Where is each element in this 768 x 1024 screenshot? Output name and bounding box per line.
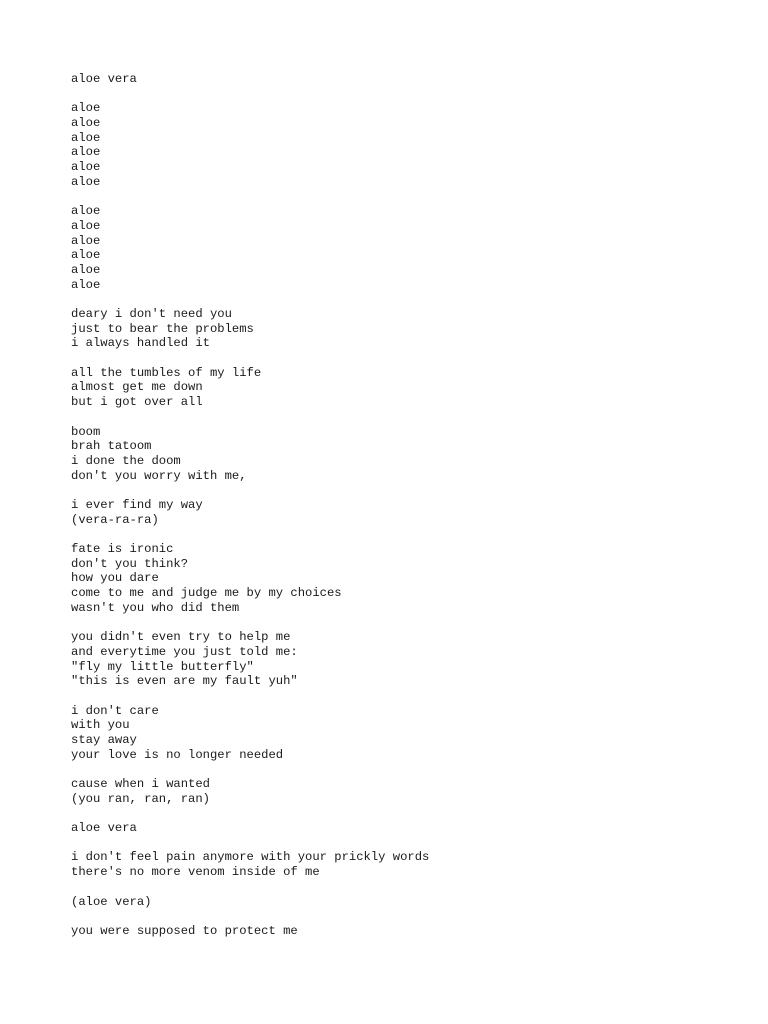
text-line: aloe vera: [71, 72, 137, 86]
text-line: aloe: [71, 218, 101, 233]
stanza: [71, 850, 711, 879]
stanza: [71, 204, 711, 292]
text-line: wasn't you who did them: [71, 600, 240, 615]
text-line: aloe: [71, 116, 101, 131]
text-line: fate is ironic: [71, 542, 174, 556]
text-line: cause when i wanted: [71, 777, 210, 791]
text-line: you didn't even try to help me: [71, 630, 291, 645]
stanza: [71, 307, 711, 351]
text-line: deary i don't need you: [71, 307, 232, 321]
text-line: aloe: [71, 130, 101, 145]
text-line: stay away: [71, 732, 137, 747]
text-line: aloe vera: [71, 821, 137, 836]
text-line: i done the doom: [71, 453, 181, 468]
stanza: [71, 366, 711, 410]
poem-text: [71, 72, 711, 953]
text-line: don't you worry with me,: [71, 468, 247, 483]
text-line: all the tumbles of my life: [71, 365, 262, 380]
text-line: just to bear the problems: [71, 321, 254, 336]
text-line: i always handled it: [71, 336, 210, 351]
text-line: and everytime you just told me:: [71, 644, 298, 659]
text-line: aloe: [71, 160, 101, 175]
text-line: aloe: [71, 204, 101, 219]
stanza: [71, 924, 711, 939]
text-line: brah tatoom: [71, 439, 152, 454]
text-line: don't you think?: [71, 556, 189, 571]
text-line: "fly my little butterfly": [71, 659, 254, 674]
stanza: [71, 704, 711, 763]
text-line: aloe: [71, 262, 101, 277]
text-line: aloe: [71, 277, 101, 292]
text-line: almost get me down: [71, 380, 203, 395]
stanza: [71, 630, 711, 689]
stanza: [71, 425, 711, 484]
text-line: there's no more venom inside of me: [71, 865, 320, 880]
stanza: [71, 101, 711, 189]
text-line: with you: [71, 718, 130, 733]
text-line: i don't care: [71, 703, 159, 718]
stanza: [71, 498, 711, 527]
text-line: i ever find my way: [71, 497, 203, 512]
text-line: "this is even are my fault yuh": [71, 674, 298, 689]
stanza: [71, 542, 711, 615]
text-line: how you dare: [71, 571, 159, 586]
stanza: [71, 72, 711, 87]
text-line: your love is no longer needed: [71, 747, 284, 762]
text-line: you were supposed to protect me: [71, 923, 298, 938]
text-line: (aloe vera): [71, 894, 152, 909]
text-line: (you ran, ran, ran): [71, 791, 210, 806]
text-line: aloe: [71, 145, 101, 160]
text-line: aloe: [71, 248, 101, 263]
text-line: aloe: [71, 233, 101, 248]
stanza: [71, 821, 711, 836]
text-line: but i got over all: [71, 395, 203, 410]
stanza: [71, 895, 711, 910]
stanza: [71, 777, 711, 806]
text-line: aloe: [71, 101, 101, 116]
text-line: i don't feel pain anymore with your prickly words: [71, 850, 430, 865]
text-line: come to me and judge me by my choices: [71, 586, 342, 601]
text-line: aloe: [71, 174, 101, 189]
text-line: boom: [71, 424, 101, 439]
text-line: (vera-ra-ra): [71, 512, 159, 527]
